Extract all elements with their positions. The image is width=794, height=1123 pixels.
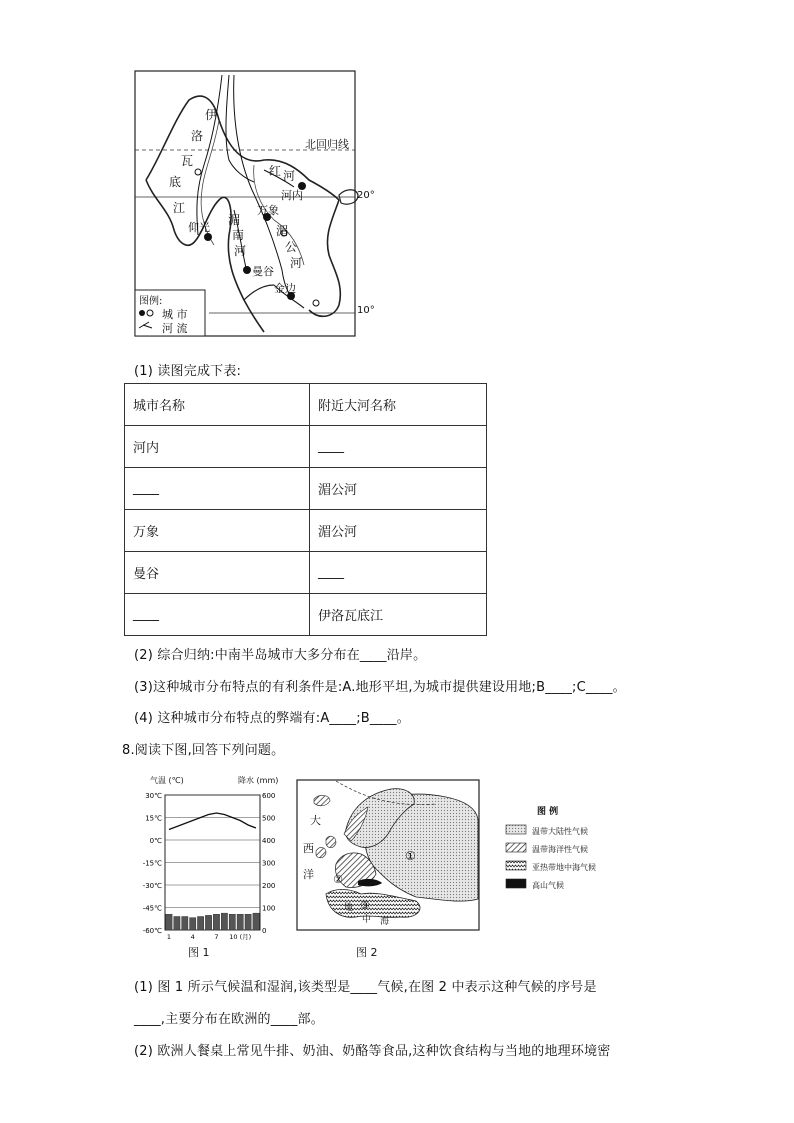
lat10-label: 10°: [357, 305, 375, 316]
bangkok-dot: [243, 266, 251, 274]
mekong-char: 湄: [276, 224, 289, 238]
q8-part1b: ____,主要分布在欧洲的____部。: [134, 1012, 324, 1027]
climate-chart: [140, 785, 285, 941]
fig1-caption: 图 1: [188, 946, 210, 959]
month-tick-label: 4: [190, 933, 195, 941]
temp-tick-label: -30℃: [142, 882, 162, 890]
precip-bar: [245, 914, 251, 930]
precip-bar: [205, 915, 211, 930]
temp-tick-label: 30℃: [145, 792, 162, 800]
river-irr-char: 洛: [191, 129, 204, 143]
map2-label-xi: 西: [303, 842, 314, 855]
precip-bar: [213, 914, 219, 930]
month-tick-label: 10 (月): [229, 933, 252, 941]
table-row: [125, 552, 487, 594]
table-header-cell: 城市名称: [125, 384, 310, 426]
precip-tick-label: 0: [262, 927, 267, 935]
precip-bar: [221, 913, 227, 930]
table-cell: ____: [310, 552, 487, 594]
precip-tick-label: 300: [262, 859, 276, 868]
mekong-char: 公: [285, 240, 298, 254]
q7-part4: (4) 这种城市分布特点的弊端有:A____;B____。: [134, 711, 410, 726]
fig1-right-label: 降水 (mm): [238, 776, 279, 785]
precip-tick-label: 400: [262, 837, 276, 845]
precip-bar: [174, 917, 180, 931]
hanoi-label: 河内: [281, 189, 303, 202]
table-cell: ____: [125, 594, 310, 636]
map2-label-zhong: 中: [362, 915, 372, 925]
river-irr-char: 伊: [205, 108, 218, 122]
q7-part2: (2) 综合归纳:中南半岛城市大多分布在____沿岸。: [134, 648, 427, 663]
month-tick-label: 1: [166, 933, 172, 941]
table-cell: 伊洛瓦底江: [310, 594, 487, 636]
q8-part2: (2) 欧洲人餐桌上常见牛排、奶油、奶酪等食品,这种饮食结构与当地的地理环境密: [134, 1044, 611, 1059]
lat20-label: 20°: [357, 190, 375, 201]
table-row: [125, 594, 487, 636]
table-cell: 曼谷: [125, 552, 310, 594]
yangon-label: 仰光: [188, 221, 210, 234]
river-irr-char: 瓦: [181, 154, 194, 168]
precip-tick-label: 100: [262, 904, 276, 913]
table-row: [125, 510, 487, 552]
map2-label-di: 地: [344, 903, 354, 913]
q8-title: 8.阅读下图,回答下列问题。: [122, 743, 285, 758]
map2-label-3: ③: [360, 899, 370, 912]
q7-part3: (3)这种城市分布特点的有利条件是:A.地形平坦,为城市提供建设用地;B____;C____。: [134, 680, 626, 695]
red-river-char: 红: [269, 164, 282, 178]
europe-climate-map: [296, 779, 480, 931]
precip-bar: [166, 914, 172, 930]
precip-bar: [229, 914, 235, 930]
tropic-label: 北回归线: [305, 138, 349, 151]
precip-bar: [197, 917, 203, 931]
red-river-char: 河: [283, 169, 296, 183]
table-row: [125, 468, 487, 510]
legend-item-maritime: 温带海洋性气候: [532, 845, 588, 854]
city-river-table: [124, 383, 487, 636]
table-row: [125, 426, 487, 468]
table-cell: ____: [310, 426, 487, 468]
precip-tick-label: 200: [262, 882, 276, 890]
river-irr-char: 底: [169, 175, 182, 189]
temp-tick-label: 15℃: [145, 814, 162, 823]
map2-label-1: ①: [405, 849, 416, 863]
temp-tick-label: -60℃: [142, 927, 162, 935]
table-header-row: [125, 384, 487, 426]
q8-part1a: (1) 图 1 所示气候温和湿润,该类型是____气候,在图 2 中表示这种气候的序号是: [134, 980, 597, 995]
legend-city: 城 市: [162, 308, 188, 321]
precip-bar: [253, 913, 259, 930]
temp-tick-label: -15℃: [142, 859, 162, 868]
temp-tick-label: 0℃: [149, 837, 162, 845]
legend-item-mediterranean: 亚热带地中海气候: [532, 863, 596, 872]
fig1-left-label: 气温 (℃): [150, 776, 184, 785]
temp-tick-label: -45℃: [142, 904, 162, 913]
precip-bar: [190, 918, 196, 930]
table-header-cell: 附近大河名称: [310, 384, 487, 426]
fig2-legend-swatches: [505, 824, 529, 894]
fig2-legend-title: 图 例: [537, 807, 559, 817]
mekong-char: 河: [290, 256, 303, 270]
legend-title: 图例:: [139, 296, 163, 307]
table-cell: 湄公河: [310, 468, 487, 510]
legend-river: 河 流: [162, 322, 188, 335]
indochina-map: [134, 70, 374, 340]
map2-label-hai: 海: [380, 917, 390, 927]
table-cell: 河内: [125, 426, 310, 468]
river-irr-char: 江: [173, 201, 186, 215]
bangkok-label: 曼谷: [252, 265, 274, 278]
map2-label-yang: 洋: [303, 868, 314, 881]
precip-bar: [182, 917, 188, 931]
vientiane-label: 万象: [257, 204, 279, 217]
table-cell: 万象: [125, 510, 310, 552]
menam-char: 湄: [228, 213, 241, 227]
legend-item-continental: 温带大陆性气候: [532, 827, 588, 836]
q7-part1: (1) 读图完成下表:: [134, 364, 242, 379]
precip-bar: [237, 914, 243, 930]
table-cell: ____: [125, 468, 310, 510]
phnompenh-label: 金边: [274, 282, 296, 295]
precip-tick-label: 500: [262, 814, 276, 823]
menam-char: 南: [232, 228, 245, 242]
precip-tick-label: 600: [262, 792, 276, 800]
legend-item-alpine: 高山气候: [532, 881, 564, 890]
map2-label-2: ②: [333, 873, 343, 886]
fig2-caption: 图 2: [356, 946, 378, 959]
map2-label-da: 大: [310, 814, 321, 827]
month-tick-label: 7: [214, 933, 219, 941]
table-cell: 湄公河: [310, 510, 487, 552]
menam-char: 河: [234, 244, 247, 258]
